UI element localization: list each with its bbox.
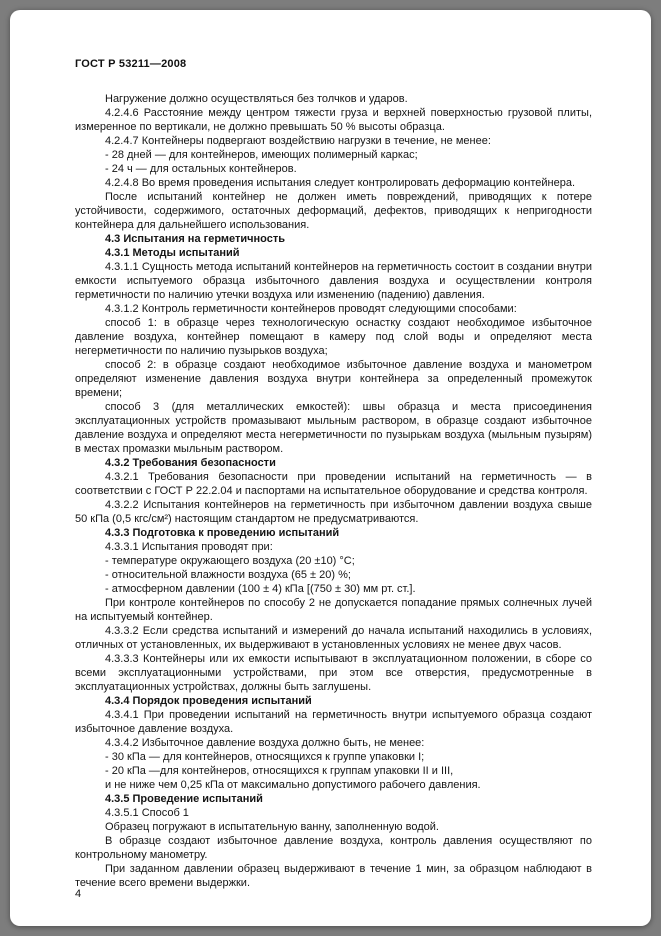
section-heading: 4.3.5 Проведение испытаний [105, 793, 263, 805]
page-number: 4 [75, 888, 82, 900]
document-page [10, 10, 651, 926]
paragraph: 4.3.1.1 Сущность метода испытаний контейнеров на герметичность состоит в создании внутри емкости испытуемого образца избыточного давления воздуха и осуществлении контроля герметичности по наличию утечки воздуха или изменению (падению) давления. [75, 261, 592, 301]
list-item: - 28 дней — для контейнеров, имеющих полимерный каркас; [105, 149, 418, 161]
paragraph: Нагружение должно осуществляться без толчков и ударов. [105, 93, 408, 105]
list-item: - 20 кПа —для контейнеров, относящихся к группам упаковки II и III, [105, 765, 454, 777]
paragraph: способ 3 (для металлических емкостей): швы образца и места присоединения эксплуатационных устройств промазывают мыльным раствором, в образце создают избыточное давление воздуха и определяют места негерметичности по пузырькам воздуха (мыльным пузырям) в местах промазки мыльным раствором. [75, 401, 592, 455]
list-item: - температуре окружающего воздуха (20 ±10) °С; [105, 555, 355, 567]
section-heading: 4.3.1 Методы испытаний [105, 247, 240, 259]
section-heading: 4.3.4 Порядок проведения испытаний [105, 695, 312, 707]
paragraph: 4.3.2.2 Испытания контейнеров на герметичность при избыточном давлении воздуха свыше 50 кПа (0,5 кгс/см²) настоящим стандартом не предусматриваются. [75, 499, 592, 525]
paragraph: 4.3.3.1 Испытания проводят при: [105, 541, 273, 553]
section-heading: 4.3 Испытания на герметичность [105, 233, 286, 245]
paragraph: 4.3.3.2 Если средства испытаний и измерений до начала испытаний находились в условиях, отличных от установленных, их выдерживают в установленных условиях не менее двух часов. [75, 625, 592, 651]
paragraph: 4.2.4.6 Расстояние между центром тяжести груза и верхней поверхностью грузовой плиты, измеренное по вертикали, не должно превышать 50 % высоты образца. [75, 107, 592, 133]
paragraph: способ 1: в образце через технологическую оснастку создают необходимое избыточное давление воздуха, контейнер помещают в камеру под слой воды и определяют места негерметичности по наличию пузырьков воздуха; [75, 317, 592, 357]
paragraph: В образце создают избыточное давление воздуха, контроль давления осуществляют по контрольному манометру. [75, 835, 592, 861]
list-item: - 24 ч — для остальных контейнеров. [105, 163, 297, 175]
paragraph: 4.3.1.2 Контроль герметичности контейнеров проводят следующими способами: [105, 303, 517, 315]
paragraph: 4.2.4.8 Во время проведения испытания следует контролировать деформацию контейнера. [105, 177, 576, 189]
paragraph: При заданном давлении образец выдерживают в течение 1 мин, за образцом наблюдают в течение всего времени выдержки. [75, 863, 592, 889]
paragraph: способ 2: в образце создают необходимое избыточное давление воздуха и манометром определяют изменение давления воздуха внутри контейнера за определенный промежуток времени; [75, 359, 592, 399]
paragraph: 4.3.3.3 Контейнеры или их емкости испытывают в эксплуатационном положении, в сборе со всеми эксплуатационными устройствами, при этом все отверстия, предусмотренные в эксплуатационных устройствах, должны быть заглушены. [75, 653, 592, 693]
paragraph: 4.3.2.1 Требования безопасности при проведении испытаний на герметичность — в соответствии с ГОСТ Р 22.2.04 и паспортами на испытательное оборудование и средства контроля. [75, 471, 592, 497]
document-body [75, 92, 592, 890]
list-item: - относительной влажности воздуха (65 ± 20) %; [105, 569, 351, 581]
list-item: и не ниже чем 0,25 кПа от максимально допустимого рабочего давления. [105, 779, 481, 791]
paragraph: 4.3.4.1 При проведении испытаний на герметичность внутри испытуемого образца создают избыточное давление воздуха. [75, 709, 592, 735]
section-heading: 4.3.2 Требования безопасности [105, 457, 276, 469]
paragraph: 4.3.4.2 Избыточное давление воздуха должно быть, не менее: [105, 737, 425, 749]
paragraph: 4.3.5.1 Способ 1 [105, 807, 189, 819]
paragraph: Образец погружают в испытательную ванну, заполненную водой. [105, 821, 439, 833]
list-item: - атмосферном давлении (100 ± 4) кПа [(750 ± 30) мм рт. ст.]. [105, 583, 416, 595]
document-title: ГОСТ Р 53211—2008 [75, 58, 187, 70]
paragraph: 4.2.4.7 Контейнеры подвергают воздействию нагрузки в течение, не менее: [105, 135, 491, 147]
list-item: - 30 кПа — для контейнеров, относящихся к группе упаковки I; [105, 751, 425, 763]
paragraph: При контроле контейнеров по способу 2 не допускается попадание прямых солнечных лучей на испытуемый контейнер. [75, 597, 592, 623]
paragraph: После испытаний контейнер не должен иметь повреждений, приводящих к потере устойчивости, содержимого, остаточных деформаций, дефектов, приводящих к непригодности контейнера для дальнейшего использования. [75, 191, 592, 231]
section-heading: 4.3.3 Подготовка к проведению испытаний [105, 527, 340, 539]
